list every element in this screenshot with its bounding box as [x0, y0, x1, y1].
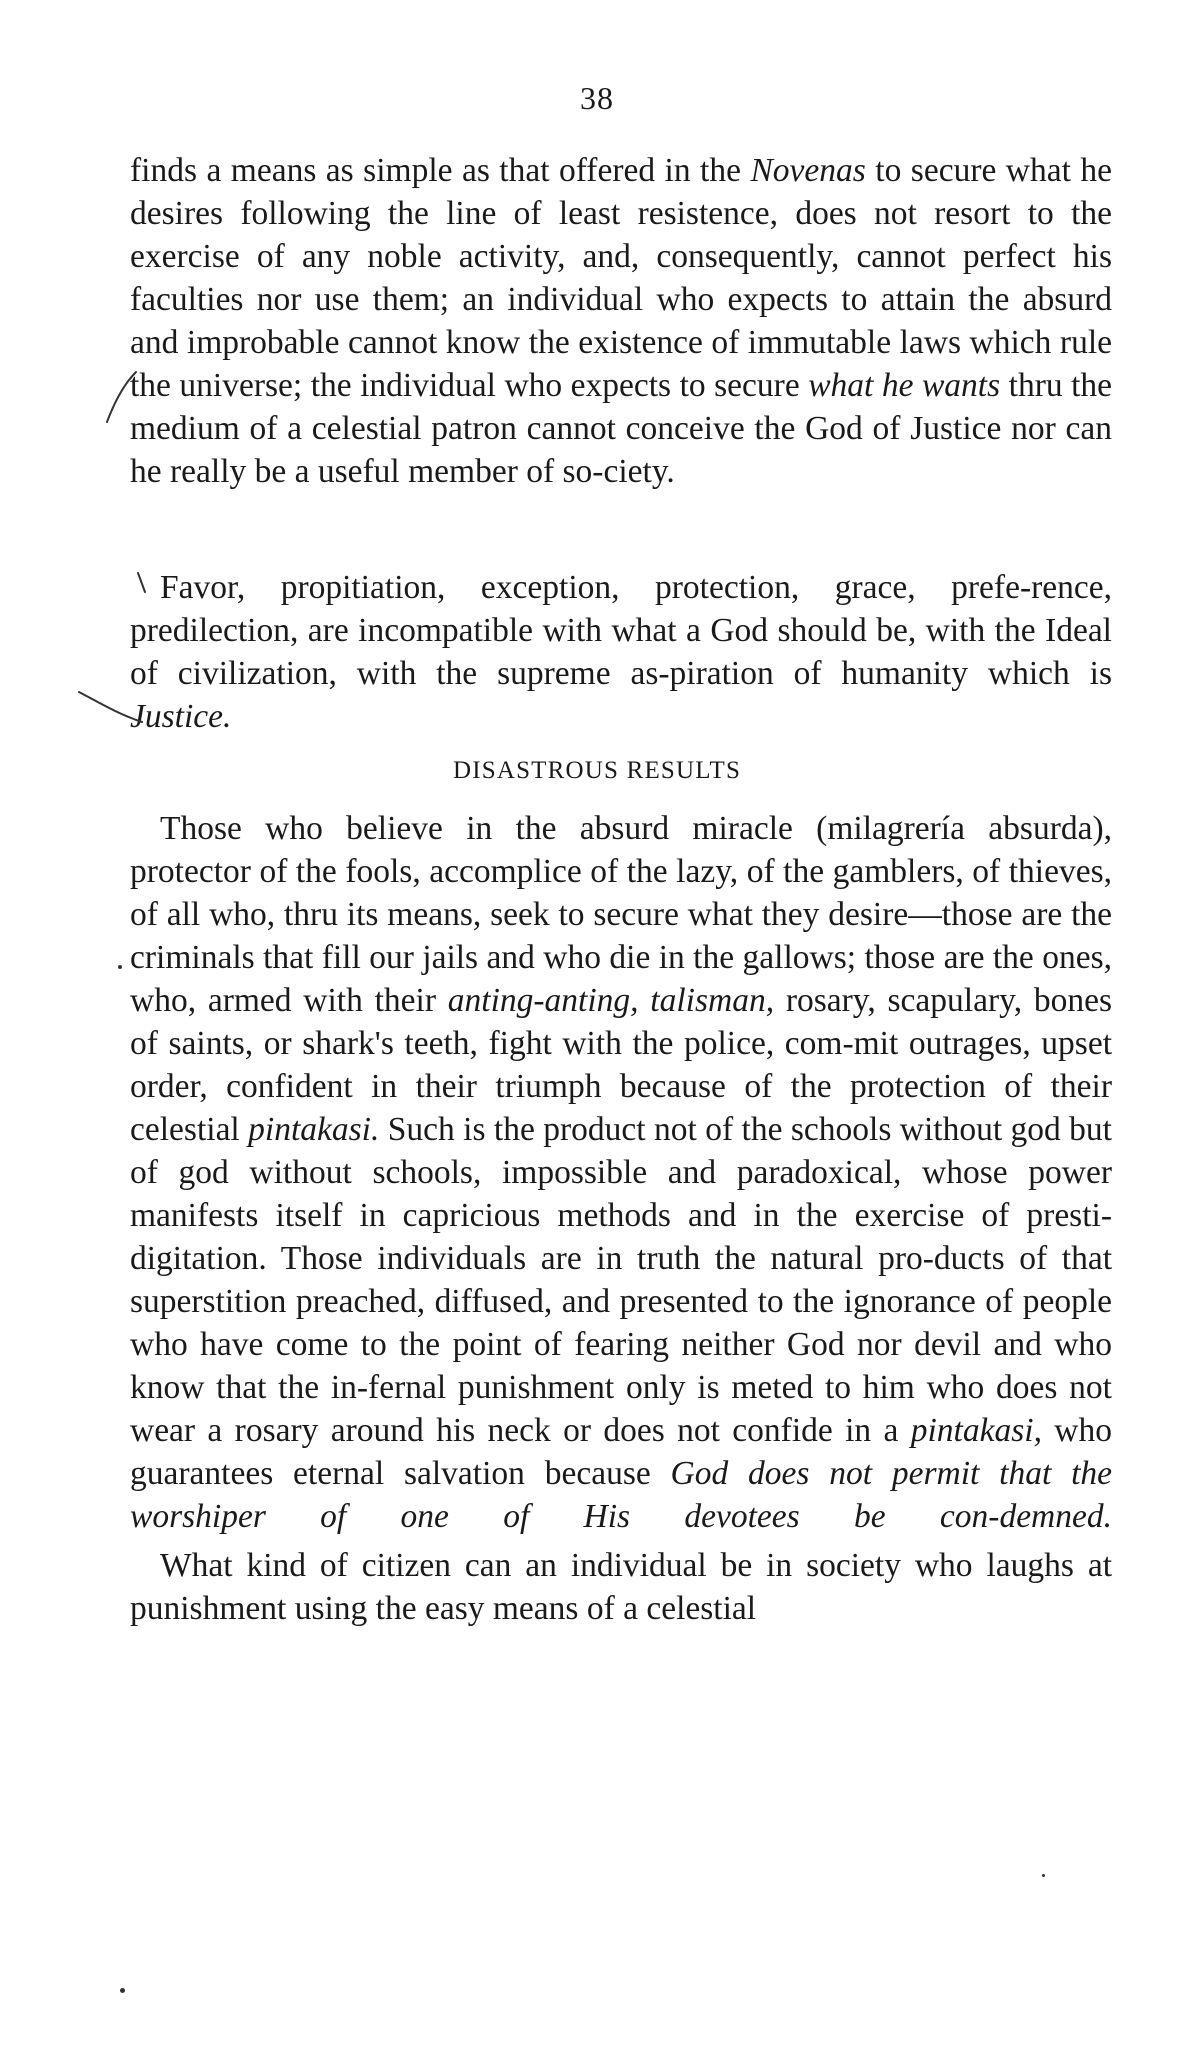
text-run: rosary, scapulary, bones of saints, or shark's teeth, fight with the police, com-mit outrages, upset order, confident in their triumph because of the protection of their celestial: [130, 982, 1112, 1148]
italic-text-run: pintakasi,: [910, 1412, 1042, 1449]
italic-text-run: Novenas: [750, 152, 866, 189]
text-run: thru the medium of a celestial patron cannot conceive the God of Justice nor can he really be a useful member of so-ciety.: [130, 367, 1113, 490]
paragraph: [130, 566, 1112, 738]
paragraph: [130, 807, 1112, 1538]
italic-text-run: God does not permit that the worshiper of one of His devotees be con-demned.: [130, 1455, 1112, 1535]
text-block-top: [130, 149, 1112, 493]
text-run: Those who believe in the absurd miracle (milagrería absurda), protector of the fools, accomplice of the lazy, of the gamblers, of thieves, of all who, thru its means, seek to secure what they desire—those are the criminals that fill our jails and who die in the gallows; those are the ones, who, armed with their: [130, 810, 1112, 1019]
italic-text-run: anting-anting, talisman,: [447, 982, 775, 1019]
text-run: What kind of citizen can an individual be in society who laughs at punishment using the easy means of a celestial: [130, 1547, 1112, 1627]
text-run: Such is the product not of the schools without god but of god without schools, impossible and paradoxical, whose power manifests itself in capricious methods and in the exercise of presti-digitation. Those individuals are in truth the natural pro-ducts of that superstition preached, diffused, and presented to the ignorance of people who have come to the point of fearing neither God nor devil and who know that the in-fernal punishment only is meted to him who does not wear a rosary around his neck or does not confide in a: [130, 1111, 1112, 1449]
section-heading: DISASTROUS RESULTS: [452, 757, 742, 784]
ink-speck: [118, 965, 122, 969]
text-run: who guarantees eternal salvation because: [130, 1412, 1112, 1492]
paragraph: [130, 1544, 1112, 1630]
italic-text-run: what he wants: [808, 367, 1001, 404]
text-run: finds a means as simple as that offered in the: [130, 152, 751, 189]
text-block-middle: [130, 566, 1112, 738]
text-block-bottom: [130, 807, 1112, 1630]
ink-speck: [1042, 1874, 1045, 1877]
paragraph: [130, 149, 1112, 493]
ink-speck: [120, 1988, 125, 1993]
text-run: to secure what he desires following the line of least resistence, does not resort to the exercise of any noble activity, and, consequently, cannot perfect his faculties nor use them; an individual who expects to attain the absurd and improbable cannot know the existence of immutable laws which rule the universe; the individual who expects to secure: [130, 152, 1112, 404]
italic-text-run: Justice.: [130, 698, 232, 735]
page-number: 38: [580, 80, 614, 116]
italic-text-run: pintakasi.: [248, 1111, 380, 1148]
text-run: Favor, propitiation, exception, protection, grace, prefe-rence, predilection, are incompatible with what a God should be, with the Ideal of civilization, with the supreme as-piration of humanity which is: [130, 569, 1112, 692]
